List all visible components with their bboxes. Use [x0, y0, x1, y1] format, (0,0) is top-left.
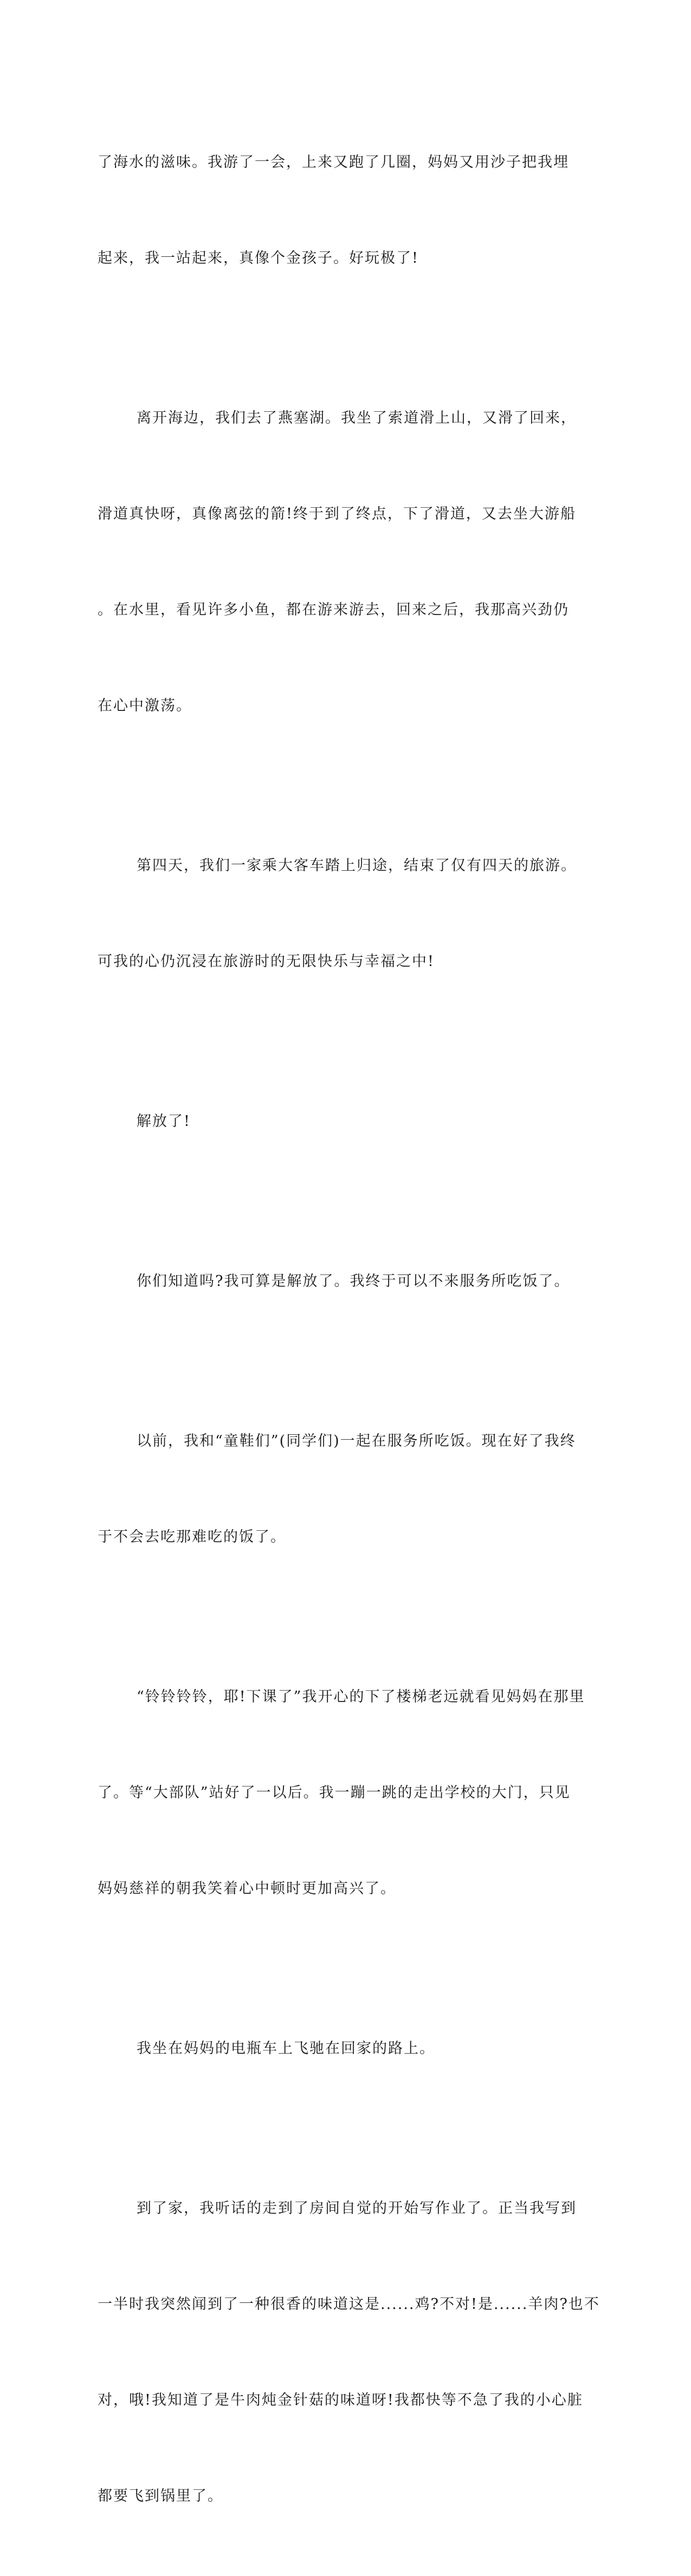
paragraph — [98, 2128, 600, 2576]
text-line: 解放了! — [137, 1113, 191, 1130]
text-line: 第四天，我们一家乘大客车踏上归途，结束了仅有四天的旅游。 — [137, 857, 577, 874]
text-line: “铃铃铃铃，耶!下课了”我开心的下了楼梯老远就看见妈妈在那里 — [137, 1688, 585, 1705]
paragraph — [98, 1361, 576, 1617]
text-line: 在心中激荡。 — [98, 697, 192, 714]
text-line: 了海水的滋味。我游了一会，上来又跑了几圈，妈妈又用沙子把我埋 — [98, 154, 569, 171]
text-line: 你们知道吗?我可算是解放了。我终于可以不来服务所吃饭了。 — [137, 1273, 570, 1290]
text-line: 一半时我突然闻到了一种很香的味道这是......鸡?不对!是......羊肉?也不 — [98, 2296, 600, 2313]
text-line: 起来，我一站起来，真像个金孩子。好玩极了! — [98, 250, 419, 267]
text-line: 。在水里，看见许多小鱼，都在游来游去，回来之后，我那高兴劲仍 — [98, 601, 569, 618]
text-line: 妈妈慈祥的朝我笑着心中顿时更加高兴了。 — [98, 1880, 396, 1897]
text-line: 离开海边，我们去了燕塞湖。我坐了索道滑上山，又滑了回来， — [137, 410, 577, 426]
text-line: 我坐在妈妈的电瓶车上飞驰在回家的路上。 — [137, 2040, 435, 2057]
paragraph — [98, 338, 577, 786]
text-line: 对，哦!我知道了是牛肉炖金针菇的味道呀!我都快等不急了我的小心脏 — [98, 2392, 583, 2409]
body-text — [98, 82, 600, 2576]
text-line: 以前，我和“童鞋们”(同学们)一起在服务所吃饭。现在好了我终 — [137, 1433, 576, 1449]
paragraph — [98, 82, 569, 338]
paragraph — [98, 1969, 569, 2128]
text-line: 都要飞到锅里了。 — [98, 2488, 223, 2504]
text-line: 到了家，我听话的走到了房间自觉的开始写作业了。正当我写到 — [137, 2200, 577, 2217]
paragraph — [98, 786, 577, 1041]
text-line: 了。等“大部队”站好了一以后。我一蹦一跳的走出学校的大门，只见 — [98, 1784, 571, 1801]
text-line: 可我的心仍沉浸在旅游时的无限快乐与幸福之中! — [98, 953, 435, 970]
text-line: 滑道真快呀，真像离弦的箭!终于到了终点，下了滑道，又去坐大游船 — [98, 506, 576, 522]
paragraph — [98, 1041, 569, 1201]
text-line: 于不会去吃那难吃的饭了。 — [98, 1529, 286, 1545]
paragraph — [98, 1201, 569, 1361]
paragraph — [98, 1617, 585, 1969]
